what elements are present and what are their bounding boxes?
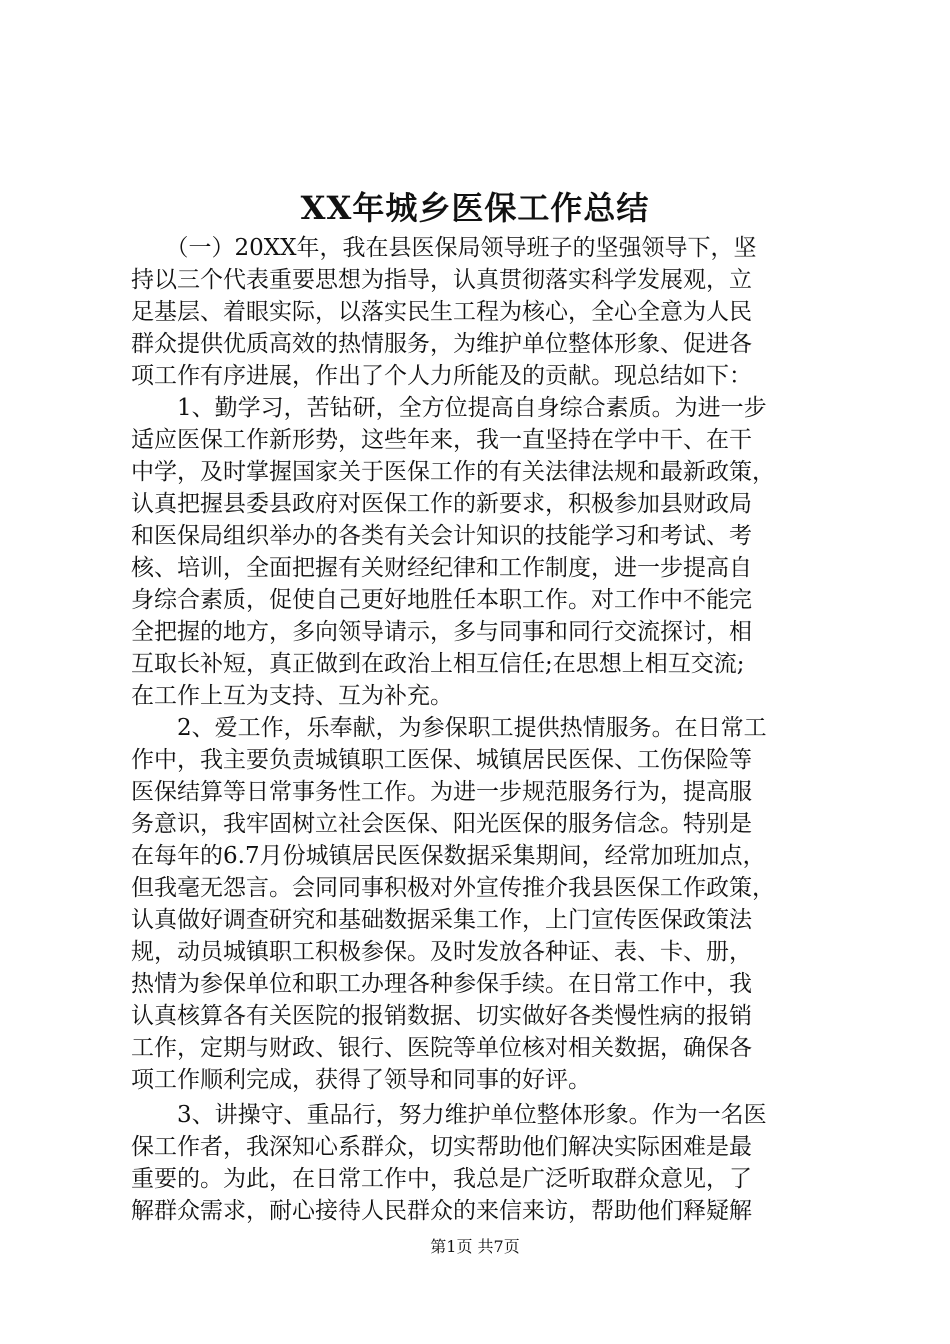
paragraph-2 [131,712,831,1096]
text-line: 核、培训，全面把握有关财经纪律和工作制度，进一步提高自 [131,555,752,581]
text-line: 认真做好调查研究和基础数据采集工作，上门宣传医保政策法 [131,907,752,933]
text-line: 认真核算各有关医院的报销数据、切实做好各类慢性病的报销 [131,1003,752,1029]
text-line: 工作，定期与财政、银行、医院等单位核对相关数据，确保各 [131,1035,752,1061]
text-line: 中学，及时掌握国家关于医保工作的有关法律法规和最新政策， [131,459,775,485]
paragraph-intro [131,232,831,392]
text-line: 项工作有序进展，作出了个人力所能及的贡献。现总结如下： [131,363,752,389]
document-body [131,232,831,1227]
text-line: 全把握的地方，多向领导请示，多与同事和同行交流探讨，相 [131,619,752,645]
text-line: （一）20XX年，我在县医保局领导班子的坚强领导下，坚 [131,235,757,261]
text-line: 务意识，我牢固树立社会医保、阳光医保的服务信念。特别是 [131,811,752,837]
text-line: 规，动员城镇职工积极参保。及时发放各种证、表、卡、册， [131,939,752,965]
text-line: 重要的。为此，在日常工作中，我总是广泛听取群众意见，了 [131,1166,752,1192]
text-line: 3、讲操守、重品行，努力维护单位整体形象。作为一名医 [131,1102,767,1128]
document-title: XX年城乡医保工作总结 [300,189,650,227]
text-line: 互取长补短，真正做到在政治上相互信任;在思想上相互交流; [131,651,745,677]
text-line: 作中，我主要负责城镇职工医保、城镇居民医保、工伤保险等 [131,747,752,773]
text-line: 在工作上互为支持、互为补充。 [131,683,453,709]
text-line: 保工作者，我深知心系群众，切实帮助他们解决实际困难是最 [131,1134,752,1160]
page-number-footer: 第1页 共7页 [430,1237,520,1256]
text-line: 身综合素质，促使自己更好地胜任本职工作。对工作中不能完 [131,587,752,613]
paragraph-3 [131,1099,831,1227]
text-line: 群众提供优质高效的热情服务，为维护单位整体形象、促进各 [131,331,752,357]
text-line: 和医保局组织举办的各类有关会计知识的技能学习和考试、考 [131,523,752,549]
text-line: 医保结算等日常事务性工作。为进一步规范服务行为，提高服 [131,779,752,805]
text-line: 1、勤学习，苦钻研，全方位提高自身综合素质。为进一步 [131,395,767,421]
text-line: 热情为参保单位和职工办理各种参保手续。在日常工作中，我 [131,971,752,997]
paragraph-1 [131,392,831,712]
text-line: 认真把握县委县政府对医保工作的新要求，积极参加县财政局 [131,491,752,517]
text-line: 适应医保工作新形势，这些年来，我一直坚持在学中干、在干 [131,427,752,453]
text-line: 项工作顺利完成，获得了领导和同事的好评。 [131,1067,591,1093]
text-line: 持以三个代表重要思想为指导，认真贯彻落实科学发展观，立 [131,267,752,293]
text-line: 在每年的6.7月份城镇居民医保数据采集期间，经常加班加点， [131,843,766,869]
text-line: 2、爱工作，乐奉献，为参保职工提供热情服务。在日常工 [131,715,767,741]
text-line: 解群众需求，耐心接待人民群众的来信来访，帮助他们释疑解 [131,1198,752,1224]
text-line: 但我毫无怨言。会同同事积极对外宣传推介我县医保工作政策， [131,875,775,901]
text-line: 足基层、着眼实际，以落实民生工程为核心，全心全意为人民 [131,299,752,325]
